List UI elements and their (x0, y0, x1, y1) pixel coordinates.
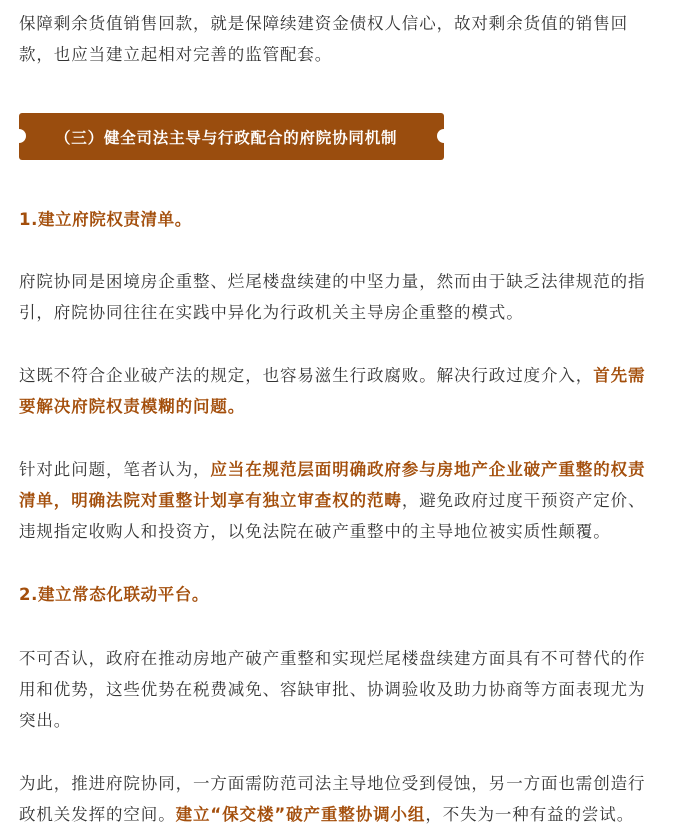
text-line: 款，也应当建立起相对完善的监管配套。 (19, 45, 333, 64)
plain-text: 政机关发挥的空间。 (19, 805, 176, 824)
text-line: 引，府院协同往往在实践中异化为行政机关主导房企重整的模式。 (19, 303, 524, 322)
plain-text: 这既不符合企业破产法的规定，也容易滋生行政腐败。解决行政过度介入， (19, 366, 594, 385)
text-line: 为此，推进府院协同，一方面需防范司法主导地位受到侵蚀，另一方面也需创造行 (19, 774, 646, 793)
plain-text: 针对此问题，笔者认为， (19, 460, 211, 479)
intro-paragraph (19, 8, 674, 70)
paragraph-2 (19, 360, 674, 422)
subheading-2: 2.建立常态化联动平台。 (19, 585, 209, 604)
subheading-1: 1.建立府院权责清单。 (19, 210, 192, 229)
text-line (19, 360, 674, 391)
banner-notch-right (437, 129, 444, 143)
section-heading-title: （三）健全司法主导与行政配合的府院协同机制 (55, 128, 398, 147)
text-line: 保障剩余货值销售回款，就是保障续建资金债权人信心，故对剩余货值的销售回 (19, 14, 628, 33)
text-line: 府院协同是困境房企重整、烂尾楼盘续建的中坚力量，然而由于缺乏法律规范的指 (19, 272, 646, 291)
highlighted-text: 要解决府院权责模糊的问题。 (19, 397, 246, 416)
highlighted-text: 建立“保交楼”破产重整协调小组 (175, 805, 426, 824)
text-line: 突出。 (19, 711, 72, 730)
highlighted-text: 清单，明确法院对重整计划享有独立审查权的范畴 (19, 491, 402, 510)
text-line: 违规指定收购人和投资方，以免法院在破产重整中的主导地位被实质性颠覆。 (19, 522, 611, 541)
banner-notch-left (19, 129, 26, 143)
paragraph-4 (19, 643, 674, 736)
paragraph-5 (19, 768, 674, 830)
text-line: 不可否认，政府在推动房地产破产重整和实现烂尾楼盘续建方面具有不可替代的作 (19, 649, 646, 668)
paragraph-3 (19, 454, 674, 547)
highlighted-text: 首先需 (593, 366, 646, 385)
section-heading-banner (19, 113, 444, 160)
text-line (19, 799, 674, 830)
plain-text: ，避免政府过度干预资产定价、 (401, 491, 646, 510)
text-line (19, 454, 674, 485)
text-line: 用和优势，这些优势在税费减免、容缺审批、协调验收及助力协商等方面表现尤为 (19, 680, 646, 699)
highlighted-text: 应当在规范层面明确政府参与房地产企业破产重整的权责 (210, 460, 646, 479)
plain-text: ，不失为一种有益的尝试。 (425, 805, 635, 824)
text-line (19, 485, 674, 516)
paragraph-1 (19, 266, 674, 328)
